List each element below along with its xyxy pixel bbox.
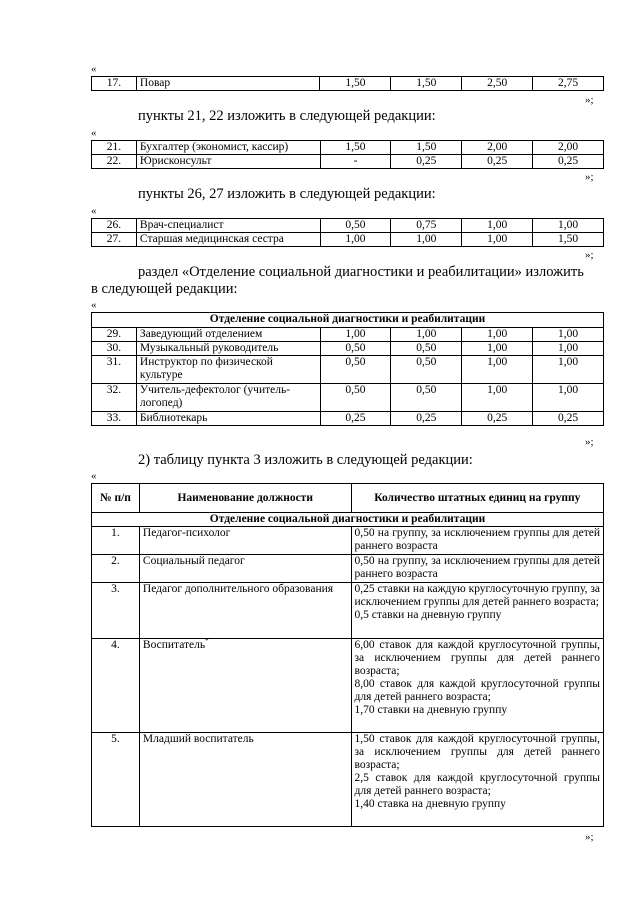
table-row: 4. Воспитатель* 6,00 ставок для каждой круглосуточной группы, за исключением группы для детей раннего возраста; 8,00 ставок для каждой круглосуточной группы для детей раннего возраста; 1,70 ставки на дневную группу xyxy=(92,639,604,733)
table-row: 21. Бухгалтер (экономист, кассир) 1,50 1,50 2,00 2,00 xyxy=(92,141,604,155)
quote-close: »; xyxy=(585,249,594,261)
column-header-number: № п/п xyxy=(92,484,140,513)
table-row: 22. Юрисконсульт - 0,25 0,25 0,25 xyxy=(92,155,604,169)
table-row: 2. Социальный педагог 0,50 на группу, за исключением группы для детей раннего возраста xyxy=(92,555,604,583)
table-row: 5. Младший воспитатель 1,50 ставок для каждой круглосуточной группы, за исключением группы для детей раннего возраста; 2,5 ставок для каждой круглосуточной группы для детей раннего возраста; 1,40 ставка на дневную группу xyxy=(92,733,604,827)
quote-open: « xyxy=(91,205,97,217)
paragraph-table-3: 2) таблицу пункта 3 изложить в следующей редакции: xyxy=(138,452,473,468)
table-row: 1. Педагог-психолог 0,50 на группу, за исключением группы для детей раннего возраста xyxy=(92,527,604,555)
table-row: 33. Библиотекарь 0,25 0,25 0,25 0,25 xyxy=(92,412,604,426)
table-row: 3. Педагог дополнительного образования 0,25 ставки на каждую круглосуточную группу, за исключением группы для детей раннего возраста; 0,5 ставки на дневную группу xyxy=(92,583,604,639)
table-positions-21-22 xyxy=(91,140,604,169)
table-section-positions xyxy=(91,312,604,426)
paragraph-points-21-22: пункты 21, 22 изложить в следующей редакции: xyxy=(138,108,436,124)
table-header-row xyxy=(92,484,604,513)
table-row: 32. Учитель-дефектолог (учитель-логопед) 0,50 0,50 1,00 1,00 xyxy=(92,384,604,412)
table-section-row: Отделение социальной диагностики и реабилитации xyxy=(92,513,604,527)
quote-open: « xyxy=(91,127,97,139)
quote-close: »; xyxy=(585,94,594,106)
quote-close: »; xyxy=(585,831,594,843)
paragraph-section-line1: раздел «Отделение социальной диагностики и реабилитации» изложить xyxy=(138,264,584,280)
table-row: 27. Старшая медицинская сестра 1,00 1,00 1,00 1,50 xyxy=(92,233,604,247)
table-row: 26. Врач-специалист 0,50 0,75 1,00 1,00 xyxy=(92,219,604,233)
table-positions-26-27 xyxy=(91,218,604,247)
footnote-mark: * xyxy=(205,637,209,646)
quote-open: « xyxy=(91,299,97,311)
table-staff-per-group xyxy=(91,483,604,827)
column-header-quantity: Количество штатных единиц на группу xyxy=(351,484,603,513)
table-row: 29. Заведующий отделением 1,00 1,00 1,00 1,00 xyxy=(92,328,604,342)
table-row: 17. Повар 1,50 1,50 2,50 2,75 xyxy=(92,77,604,91)
paragraph-section-line2: в следующей редакции: xyxy=(91,281,238,297)
quote-open: « xyxy=(91,470,97,482)
table-section-header: Отделение социальной диагностики и реабилитации xyxy=(92,313,604,328)
table-position-17 xyxy=(91,76,604,91)
column-header-position: Наименование должности xyxy=(139,484,351,513)
table-row: 30. Музыкальный руководитель 0,50 0,50 1,00 1,00 xyxy=(92,342,604,356)
quote-close: »; xyxy=(585,436,594,448)
paragraph-points-26-27: пункты 26, 27 изложить в следующей редакции: xyxy=(138,186,436,202)
quote-close: »; xyxy=(585,171,594,183)
quote-open: « xyxy=(91,63,97,75)
table-row: 31. Инструктор по физической культуре 0,50 0,50 1,00 1,00 xyxy=(92,356,604,384)
